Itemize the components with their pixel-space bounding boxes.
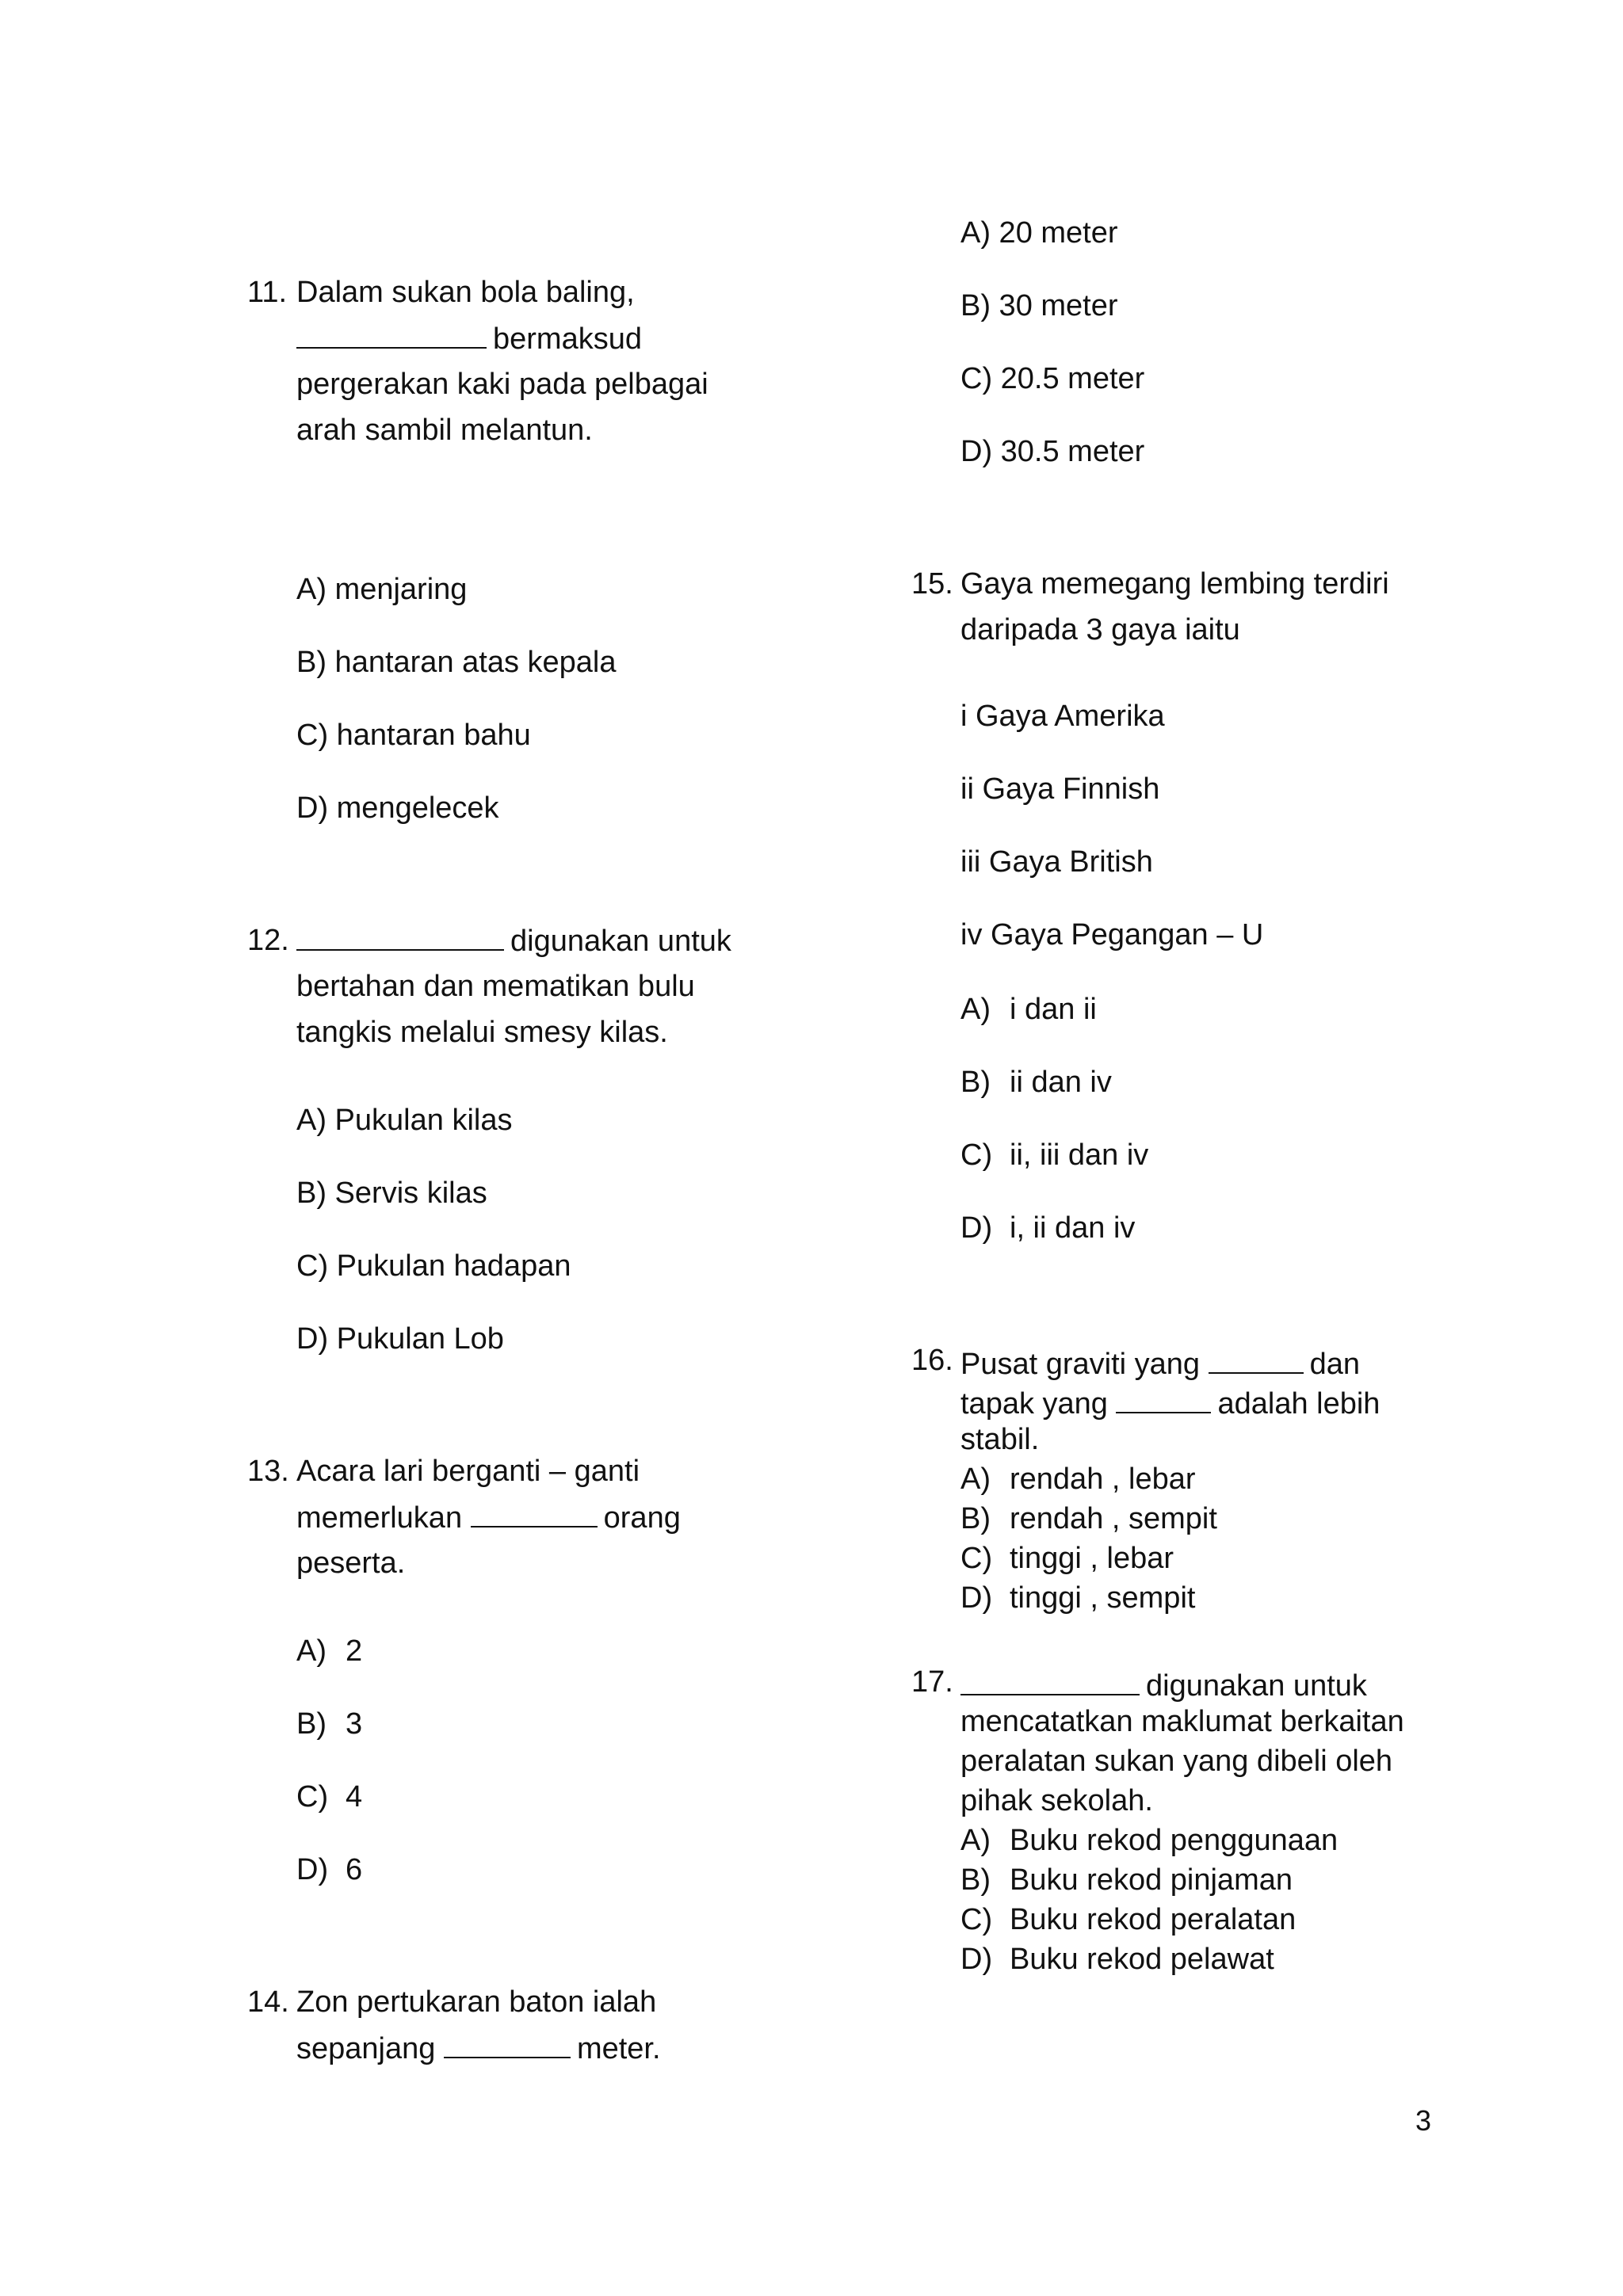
option-c: C) Pukulan hadapan bbox=[296, 1249, 571, 1283]
question-text-line: Dalam sukan bola baling, bbox=[296, 276, 635, 309]
option-a: A) Buku rekod penggunaan bbox=[960, 1824, 1338, 1857]
option-d: D) Pukulan Lob bbox=[296, 1322, 504, 1356]
question-13 bbox=[247, 1448, 681, 1586]
option-b: B) 3 bbox=[296, 1707, 363, 1741]
answer-blank bbox=[960, 1662, 1140, 1695]
question-number: 11. bbox=[247, 276, 288, 309]
question-text-line: Zon pertukaran baton ialah bbox=[296, 1985, 657, 2019]
question-text-line: daripada 3 gaya iaitu bbox=[960, 613, 1240, 646]
question-text-line: digunakan untuk bbox=[296, 917, 731, 963]
option-a: A) 20 meter bbox=[960, 216, 1118, 250]
option-a: A) rendah , lebar bbox=[960, 1463, 1196, 1496]
question-15 bbox=[911, 561, 1389, 653]
list-item: ii Gaya Finnish bbox=[960, 772, 1160, 806]
question-text-line: pergerakan kaki pada pelbagai bbox=[296, 368, 708, 401]
question-number: 16. bbox=[911, 1344, 953, 1377]
question-text-line: bermaksud bbox=[296, 315, 708, 361]
question-text-line: mencatatkan maklumat berkaitan bbox=[960, 1705, 1404, 1738]
question-text-line: Acara lari berganti – ganti bbox=[296, 1455, 640, 1488]
option-a: A) 2 bbox=[296, 1634, 363, 1668]
question-text-line: memerlukan orang bbox=[296, 1494, 681, 1540]
question-text-line: Pusat graviti yang dan bbox=[960, 1341, 1380, 1380]
option-d: D) 30.5 meter bbox=[960, 435, 1145, 468]
list-item: iii Gaya British bbox=[960, 845, 1153, 879]
option-d: D) Buku rekod pelawat bbox=[960, 1943, 1274, 1976]
option-b: B) hantaran atas kepala bbox=[296, 646, 617, 679]
page-number: 3 bbox=[1415, 2104, 1432, 2137]
option-c: C) Buku rekod peralatan bbox=[960, 1903, 1296, 1936]
question-text-line: pihak sekolah. bbox=[960, 1784, 1153, 1817]
option-c: C) 4 bbox=[296, 1780, 363, 1814]
question-12 bbox=[247, 917, 731, 1055]
question-number: 15. bbox=[911, 567, 953, 601]
question-text-line: peralatan sukan yang dibeli oleh bbox=[960, 1745, 1393, 1778]
option-d: D) mengelecek bbox=[296, 791, 499, 825]
option-a: A) menjaring bbox=[296, 573, 468, 606]
question-15-items bbox=[960, 680, 1263, 971]
question-14-options bbox=[960, 196, 1144, 488]
list-item: iv Gaya Pegangan – U bbox=[960, 918, 1264, 952]
question-13-options bbox=[296, 1615, 362, 1906]
answer-blank bbox=[471, 1494, 598, 1527]
option-c: C) tinggi , lebar bbox=[960, 1542, 1174, 1575]
option-c: C) hantaran bahu bbox=[296, 719, 531, 752]
question-text-line: peserta. bbox=[296, 1547, 406, 1580]
list-item: i Gaya Amerika bbox=[960, 700, 1165, 733]
option-c: C) ii, iii dan iv bbox=[960, 1138, 1149, 1172]
question-17 bbox=[911, 1662, 1404, 1979]
option-b: B) Servis kilas bbox=[296, 1177, 487, 1210]
question-text-line: digunakan untuk bbox=[960, 1662, 1404, 1702]
option-b: B) Buku rekod pinjaman bbox=[960, 1863, 1293, 1897]
option-d: D) tinggi , sempit bbox=[960, 1581, 1196, 1615]
answer-blank bbox=[1116, 1380, 1211, 1413]
question-15-options bbox=[960, 973, 1148, 1264]
question-14 bbox=[247, 1979, 661, 2071]
question-number: 12. bbox=[247, 924, 289, 957]
option-b: B) rendah , sempit bbox=[960, 1502, 1217, 1535]
question-text-line: sepanjang meter. bbox=[296, 2025, 661, 2071]
question-16 bbox=[911, 1341, 1380, 1618]
option-d: D) i, ii dan iv bbox=[960, 1211, 1136, 1245]
option-d: D) 6 bbox=[296, 1853, 363, 1886]
option-b: B) ii dan iv bbox=[960, 1066, 1112, 1099]
question-text-line: tapak yang adalah lebih bbox=[960, 1380, 1380, 1420]
answer-blank bbox=[296, 315, 487, 349]
question-11 bbox=[247, 269, 708, 453]
answer-blank bbox=[296, 917, 504, 951]
question-text-line: bertahan dan mematikan bulu bbox=[296, 970, 695, 1003]
question-12-options bbox=[296, 1084, 571, 1375]
answer-blank bbox=[444, 2025, 571, 2058]
answer-blank bbox=[1209, 1341, 1304, 1374]
question-11-options bbox=[296, 553, 617, 845]
question-number: 13. bbox=[247, 1455, 289, 1488]
question-text-line: stabil. bbox=[960, 1423, 1040, 1456]
option-c: C) 20.5 meter bbox=[960, 362, 1145, 395]
option-a: A) i dan ii bbox=[960, 993, 1097, 1026]
question-number: 17. bbox=[911, 1665, 953, 1699]
question-text-line: arah sambil melantun. bbox=[296, 414, 593, 447]
question-text-line: tangkis melalui smesy kilas. bbox=[296, 1016, 668, 1049]
question-number: 14. bbox=[247, 1985, 289, 2019]
question-text-line: Gaya memegang lembing terdiri bbox=[960, 567, 1389, 601]
option-b: B) 30 meter bbox=[960, 289, 1118, 322]
option-a: A) Pukulan kilas bbox=[296, 1104, 513, 1137]
